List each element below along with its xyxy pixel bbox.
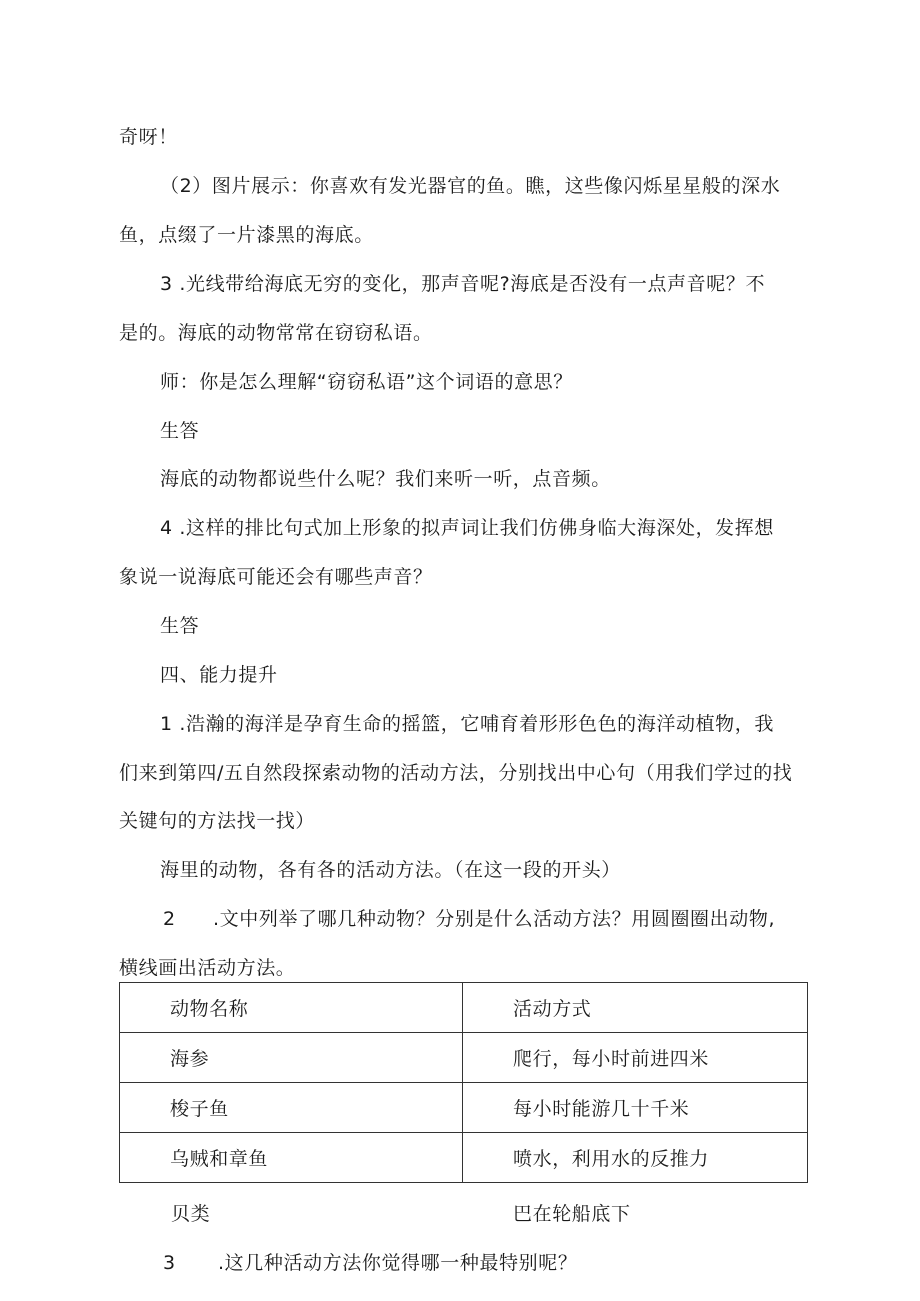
text-line: 象说一说海底可能还会有哪些声音？ — [119, 566, 433, 588]
text-line: .这几种活动方法你觉得哪一种最特别呢？ — [218, 1252, 578, 1274]
text-line: 海底的动物都说些什么呢？我们来听一听，点音频。 — [160, 468, 611, 490]
table-header-cell: 活动方式 — [463, 983, 808, 1033]
table-cell: 喷水，利用水的反推力 — [463, 1133, 808, 1183]
list-number: 2 — [163, 908, 176, 930]
text-line: 海里的动物，各有各的活动方法。（在这一段的开头） — [160, 859, 621, 881]
text-line: 关键句的方法找一找） — [119, 810, 316, 832]
text-line: 师：你是怎么理解“窃窃私语”这个词语的意思？ — [160, 371, 573, 393]
table-header-row — [120, 983, 808, 1033]
text-line: 1 .浩瀚的海洋是孕育生命的摇篮，它哺育着形形色色的海洋动植物，我 — [160, 713, 774, 735]
borderless-row-left: 贝类 — [171, 1203, 211, 1225]
text-line: 是的。海底的动物常常在窃窃私语。 — [119, 322, 433, 344]
table-row — [120, 1083, 808, 1133]
table-cell: 海参 — [120, 1033, 463, 1083]
text-line: 奇呀！ — [119, 126, 178, 148]
table-cell: 每小时能游几十千米 — [463, 1083, 808, 1133]
table-row — [120, 1033, 808, 1083]
text-line: （2）图片展示：你喜欢有发光器官的鱼。瞧，这些像闪烁星星般的深水 — [160, 175, 781, 197]
text-line: 4 .这样的排比句式加上形象的拟声词让我们仿佛身临大海深处，发挥想 — [160, 517, 774, 539]
text-line: 生答 — [160, 615, 200, 637]
table-cell: 爬行，每小时前进四米 — [463, 1033, 808, 1083]
table-row — [120, 1133, 808, 1183]
table-header-cell: 动物名称 — [120, 983, 463, 1033]
table-cell: 乌贼和章鱼 — [120, 1133, 463, 1183]
borderless-row-right: 巴在轮船底下 — [513, 1203, 631, 1225]
list-number: 3 — [163, 1252, 176, 1274]
text-line: 们来到第四/五自然段探索动物的活动方法，分别找出中心句（用我们学过的找 — [119, 762, 793, 784]
table-cell: 梭子鱼 — [120, 1083, 463, 1133]
section-heading: 四、能力提升 — [160, 664, 278, 686]
text-line: 3 .光线带给海底无穷的变化，那声音呢?海底是否没有一点声音呢？不 — [160, 273, 766, 295]
animal-activity-table — [119, 982, 808, 1183]
text-line: 生答 — [160, 420, 200, 442]
text-line: .文中列举了哪几种动物？分别是什么活动方法？用圆圈圈出动物, — [213, 908, 776, 930]
text-line: 横线画出活动方法。 — [119, 957, 296, 979]
text-line: 鱼，点缀了一片漆黑的海底。 — [119, 224, 374, 246]
